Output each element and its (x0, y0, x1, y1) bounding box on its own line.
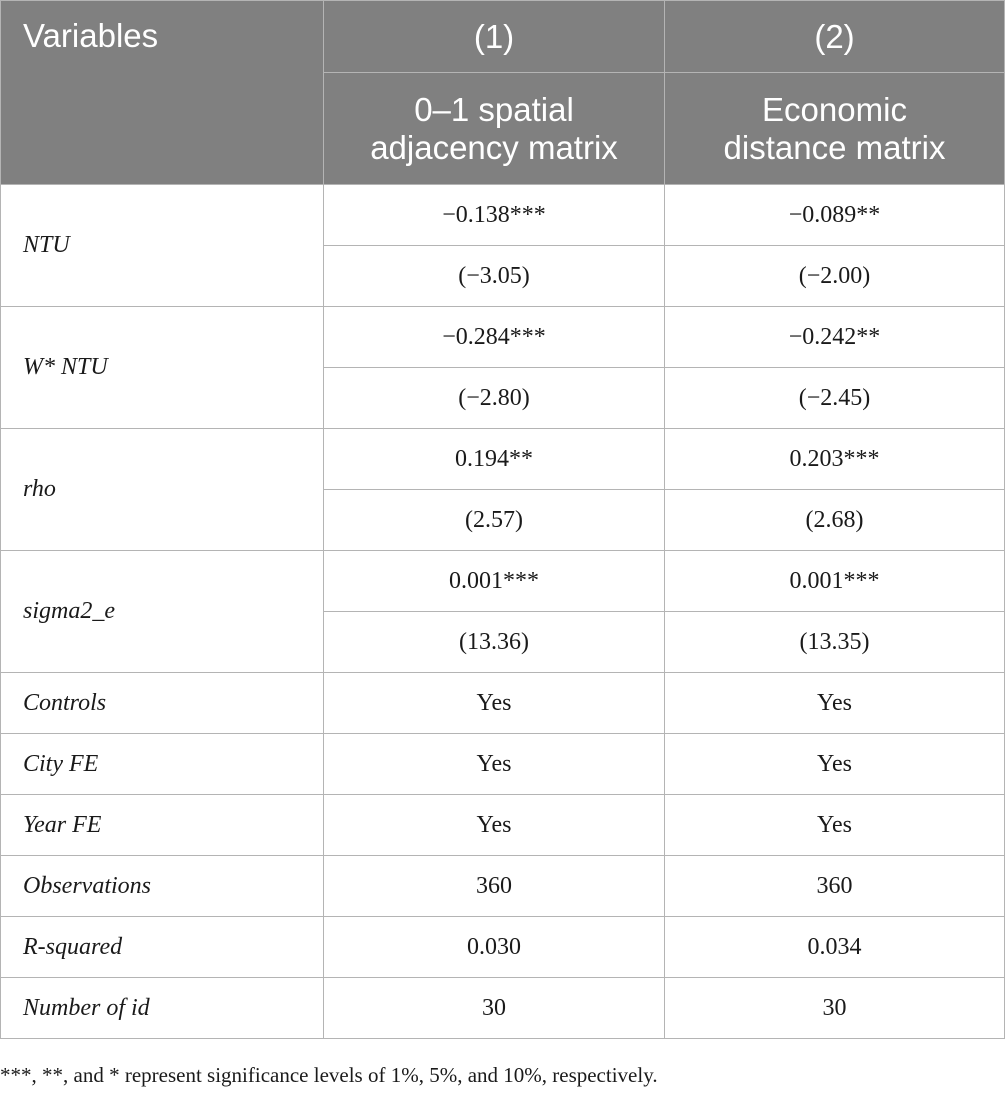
value-cell: 360 (665, 856, 1005, 917)
header-row-numbers (1, 1, 1005, 73)
value-cell: Yes (324, 734, 665, 795)
table-row (1, 429, 1005, 490)
table-row (1, 673, 1005, 734)
value-cell: 30 (324, 978, 665, 1039)
variable-name: W* NTU (1, 307, 324, 429)
variable-name: rho (1, 429, 324, 551)
coef-cell: 0.001*** (665, 551, 1005, 612)
value-cell: Yes (665, 673, 1005, 734)
table-row (1, 917, 1005, 978)
value-cell: 360 (324, 856, 665, 917)
table-row (1, 734, 1005, 795)
value-cell: Yes (324, 673, 665, 734)
tstat-cell: (2.68) (665, 490, 1005, 551)
variable-name: City FE (1, 734, 324, 795)
col2-name-line2: distance matrix (723, 128, 946, 166)
variable-name: Year FE (1, 795, 324, 856)
value-cell: Yes (665, 795, 1005, 856)
variables-header: Variables (1, 1, 324, 185)
value-cell: 30 (665, 978, 1005, 1039)
tstat-cell: (−2.80) (324, 368, 665, 429)
coef-cell: −0.089** (665, 185, 1005, 246)
tstat-cell: (−2.00) (665, 246, 1005, 307)
col2-name-line1: Economic (762, 90, 907, 128)
col2-number-header: (2) (665, 1, 1005, 73)
variable-name: Controls (1, 673, 324, 734)
table-row (1, 307, 1005, 368)
coef-cell: 0.001*** (324, 551, 665, 612)
tstat-cell: (−2.45) (665, 368, 1005, 429)
tstat-cell: (13.35) (665, 612, 1005, 673)
value-cell: Yes (665, 734, 1005, 795)
variable-name: R-squared (1, 917, 324, 978)
coef-cell: 0.194** (324, 429, 665, 490)
table-row (1, 978, 1005, 1039)
coef-cell: −0.284*** (324, 307, 665, 368)
table-row (1, 856, 1005, 917)
coef-cell: −0.242** (665, 307, 1005, 368)
tstat-cell: (2.57) (324, 490, 665, 551)
col2-name-header (665, 73, 1005, 185)
col1-name-line2: adjacency matrix (370, 128, 618, 166)
tstat-cell: (−3.05) (324, 246, 665, 307)
table-row (1, 185, 1005, 246)
value-cell: 0.034 (665, 917, 1005, 978)
tstat-cell: (13.36) (324, 612, 665, 673)
coef-cell: 0.203*** (665, 429, 1005, 490)
variable-name: Number of id (1, 978, 324, 1039)
table-row (1, 551, 1005, 612)
value-cell: 0.030 (324, 917, 665, 978)
col1-number-header: (1) (324, 1, 665, 73)
variable-name: Observations (1, 856, 324, 917)
variable-name: sigma2_e (1, 551, 324, 673)
table-row (1, 795, 1005, 856)
coef-cell: −0.138*** (324, 185, 665, 246)
col1-name-header (324, 73, 665, 185)
table-footnote: ***, **, and * represent significance levels of 1%, 5%, and 10%, respectively. (0, 1063, 658, 1087)
col1-name-line1: 0–1 spatial (414, 90, 574, 128)
variable-name: NTU (1, 185, 324, 307)
value-cell: Yes (324, 795, 665, 856)
